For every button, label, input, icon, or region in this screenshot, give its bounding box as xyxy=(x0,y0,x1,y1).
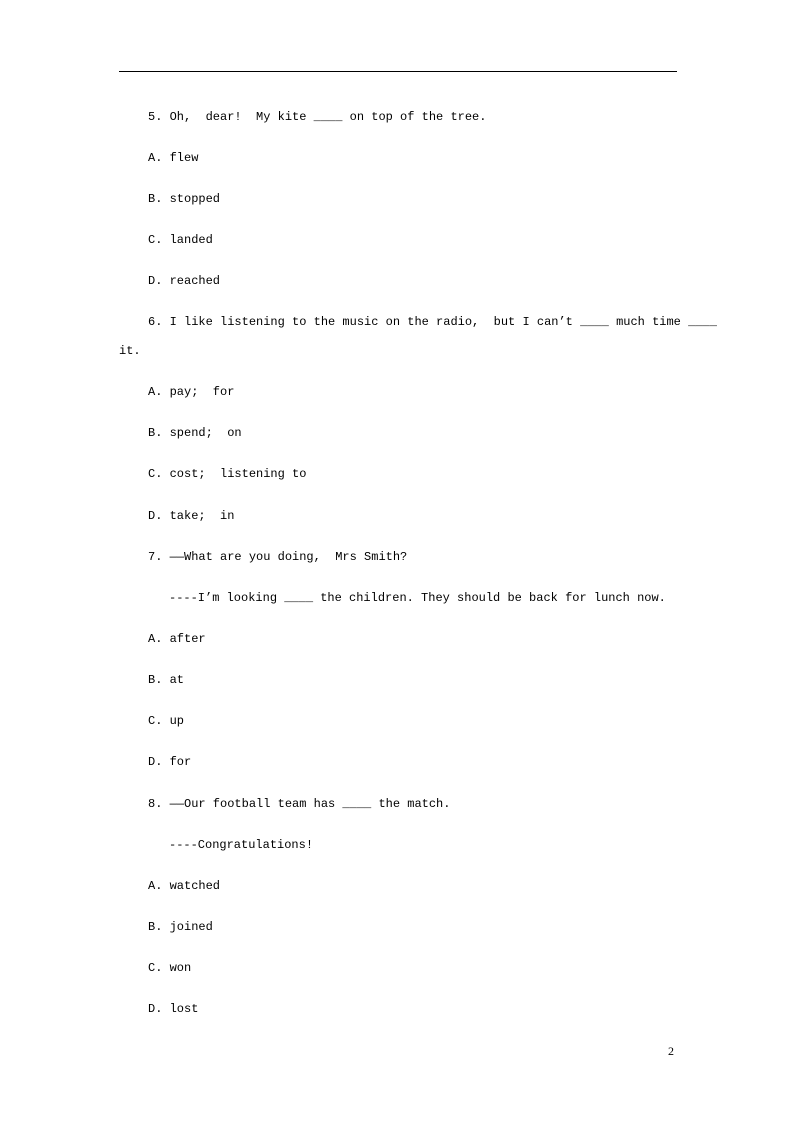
header-rule xyxy=(119,71,677,72)
option-a: A. pay; for xyxy=(148,385,235,399)
option-a: A. watched xyxy=(148,879,221,893)
option-b: B. spend; on xyxy=(148,426,242,440)
option-c: C. up xyxy=(148,714,185,728)
option-b: B. at xyxy=(148,673,185,687)
option-d: D. take; in xyxy=(148,509,235,523)
option-b: B. joined xyxy=(148,920,213,934)
option-a: A. flew xyxy=(148,151,199,165)
option-d: D. for xyxy=(148,755,192,769)
question-reply: ----Congratulations! xyxy=(169,838,314,852)
option-c: C. cost; listening to xyxy=(148,467,307,481)
option-c: C. landed xyxy=(148,233,213,247)
question-stem: 5. Oh, dear! My kite ____ on top of the tree. xyxy=(148,110,487,124)
option-c: C. won xyxy=(148,961,192,975)
question-stem: 6. I like listening to the music on the radio, but I can’t ____ much time ____ xyxy=(148,315,717,329)
question-stem: 7. ——What are you doing, Mrs Smith? xyxy=(148,550,408,564)
question-reply: ----I’m looking ____ the children. They should be back for lunch now. xyxy=(169,591,666,605)
question-stem: 8. ——Our football team has ____ the match. xyxy=(148,797,451,811)
option-d: D. reached xyxy=(148,274,221,288)
option-a: A. after xyxy=(148,632,206,646)
page-number: 2 xyxy=(668,1044,674,1058)
option-d: D. lost xyxy=(148,1002,199,1016)
option-b: B. stopped xyxy=(148,192,221,206)
question-stem-continuation: it. xyxy=(119,344,141,358)
